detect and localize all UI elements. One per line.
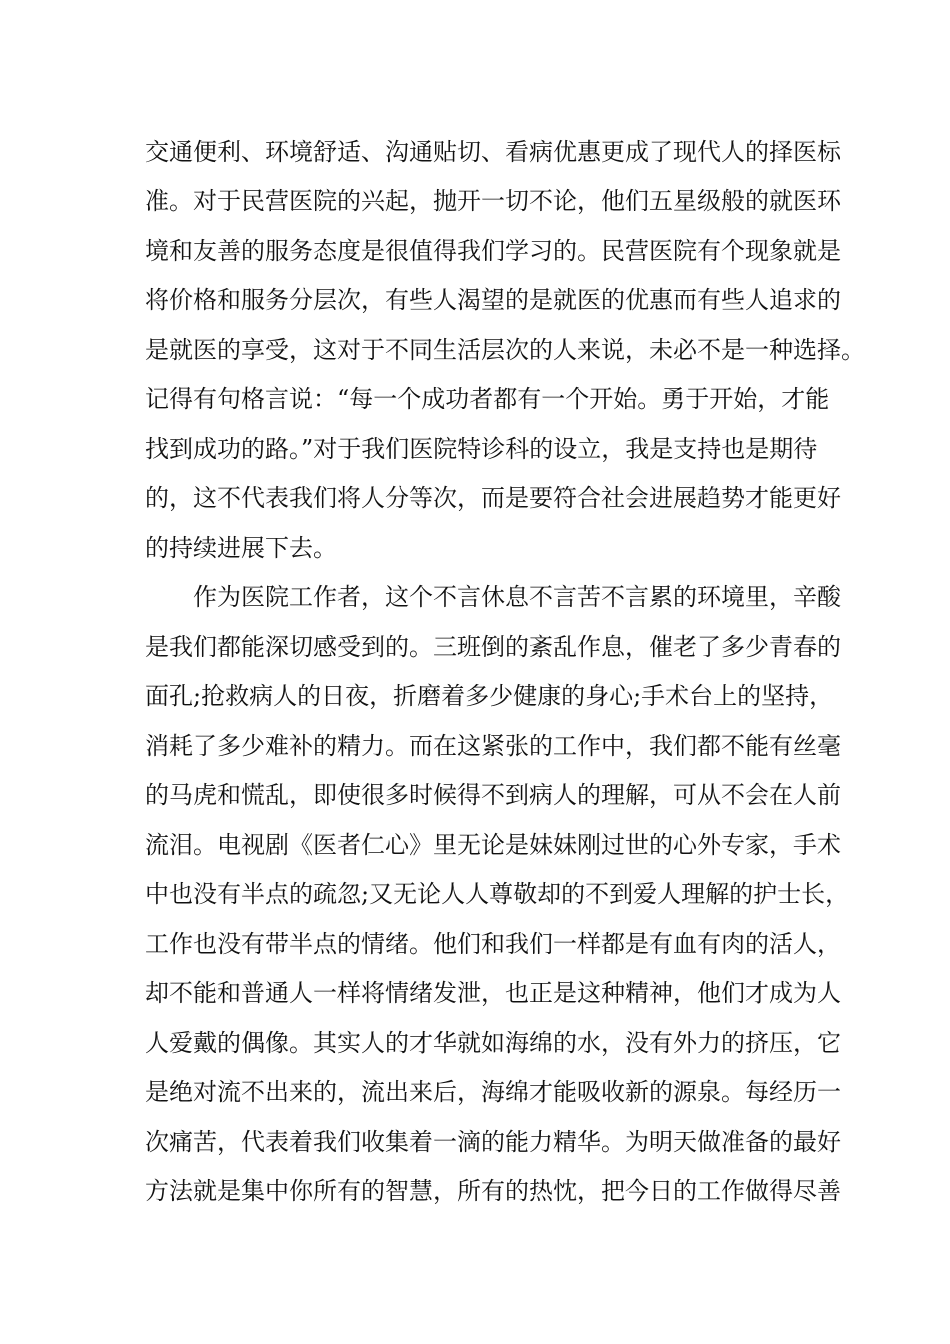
text-line: 人爱戴的偶像。其实人的才华就如海绵的水，没有外力的挤压，它 (145, 1029, 841, 1057)
text-line: 是就医的享受，这对于不同生活层次的人来说，未必不是一种选择。 (145, 336, 865, 364)
text-line: 准。对于民营医院的兴起，抛开一切不论，他们五星级般的就医环 (145, 187, 841, 215)
text-line: 次痛苦，代表着我们收集着一滴的能力精华。为明天做准备的最好 (145, 1128, 841, 1156)
text-line: 流泪。电视剧《医者仁心》里无论是妹妹刚过世的心外专家，手术 (145, 831, 841, 859)
text-line: 的持续进展下去。 (145, 534, 337, 562)
text-line: 消耗了多少难补的精力。而在这紧张的工作中，我们都不能有丝毫 (145, 732, 841, 760)
text-line: 是我们都能深切感受到的。三班倒的紊乱作息，催老了多少青春的 (145, 633, 841, 661)
text-line: 的马虎和慌乱，即使很多时候得不到病人的理解，可从不会在人前 (145, 781, 841, 809)
text-line: 却不能和普通人一样将情绪发泄，也正是这种精神，他们才成为人 (145, 979, 841, 1007)
text-line: 方法就是集中你所有的智慧，所有的热忱，把今日的工作做得尽善 (145, 1177, 841, 1205)
text-line: 中也没有半点的疏忽;又无论人人尊敬却的不到爱人理解的护士长， (145, 880, 850, 908)
text-line: 工作也没有带半点的情绪。他们和我们一样都是有血有肉的活人， (145, 930, 841, 958)
text-line: 是绝对流不出来的，流出来后，海绵才能吸收新的源泉。每经历一 (145, 1078, 841, 1106)
text-line: 面孔;抢救病人的日夜，折磨着多少健康的身心;手术台上的坚持， (145, 682, 834, 710)
text-line: 将价格和服务分层次，有些人渴望的是就医的优惠而有些人追求的 (145, 286, 841, 314)
text-line: 找到成功的路。”对于我们医院特诊科的设立，我是支持也是期待 (145, 435, 818, 463)
text-line: 交通便利、环境舒适、沟通贴切、看病优惠更成了现代人的择医标 (145, 138, 841, 166)
text-line: 的，这不代表我们将人分等次，而是要符合社会进展趋势才能更好 (145, 484, 841, 512)
text-line: 境和友善的服务态度是很值得我们学习的。民营医院有个现象就是 (145, 237, 841, 265)
text-line: 记得有句格言说：“每一个成功者都有一个开始。勇于开始，才能 (145, 385, 830, 413)
paragraph-first-line: 作为医院工作者，这个不言休息不言苦不言累的环境里，辛酸 (193, 583, 841, 611)
